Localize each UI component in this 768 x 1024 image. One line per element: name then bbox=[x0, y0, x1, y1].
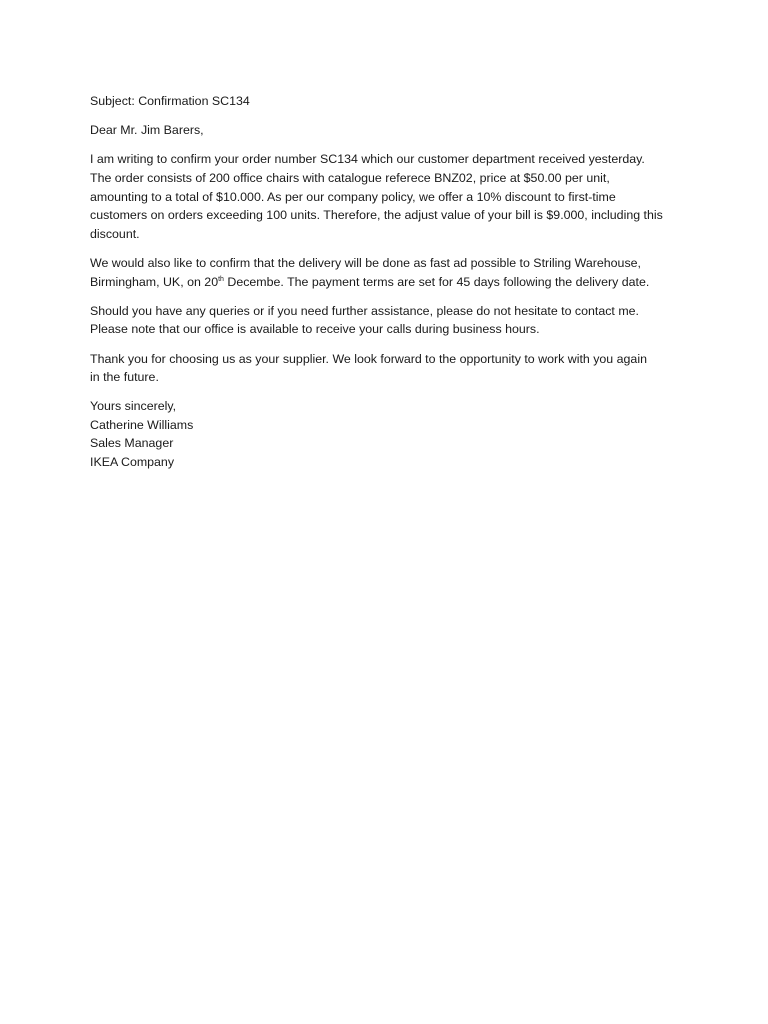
paragraph-line: Should you have any queries or if you need further assistance, please do not hesitate to contact me. bbox=[90, 303, 639, 318]
paragraph-line: customers on orders exceeding 100 units. Therefore, the adjust value of your bill is $9.000, including this bbox=[90, 208, 663, 223]
paragraph-line bbox=[90, 273, 690, 292]
valediction: Yours sincerely, bbox=[90, 399, 177, 414]
delivery-text-before: Birmingham, UK, on 20 bbox=[90, 274, 219, 289]
paragraph-line: discount. bbox=[90, 226, 140, 241]
delivery-text-after: Decembe. The payment terms are set for 45 days following the delivery date. bbox=[223, 274, 650, 289]
paragraph-thanks bbox=[90, 350, 690, 387]
signer-name: Catherine Williams bbox=[90, 417, 194, 432]
salutation bbox=[90, 121, 690, 140]
paragraph-line: Please note that our office is available to receive your calls during business hours. bbox=[90, 322, 540, 337]
paragraph-line: The order consists of 200 office chairs with catalogue referece BNZ02, price at $50.00 per unit, bbox=[90, 170, 610, 185]
paragraph-order-confirmation bbox=[90, 150, 690, 243]
paragraph-line: amounting to a total of $10.000. As per our company policy, we offer a 10% discount to first-time bbox=[90, 189, 616, 204]
paragraph-queries bbox=[90, 302, 690, 339]
subject-line bbox=[90, 92, 690, 111]
signature-block bbox=[90, 397, 690, 471]
paragraph-line: in the future. bbox=[90, 370, 159, 385]
ordinal-suffix: th bbox=[218, 275, 224, 283]
signer-company: IKEA Company bbox=[90, 455, 175, 470]
paragraph-line: Thank you for choosing us as your supplier. We look forward to the opportunity to work with you again bbox=[90, 351, 647, 366]
signer-title: Sales Manager bbox=[90, 436, 174, 451]
letter-document bbox=[90, 92, 690, 482]
subject-text: Subject: Confirmation SC134 bbox=[90, 94, 250, 108]
paragraph-delivery bbox=[90, 254, 690, 291]
paragraph-line: I am writing to confirm your order number SC134 which our customer department received yesterday. bbox=[90, 152, 645, 167]
paragraph-line: We would also like to confirm that the delivery will be done as fast ad possible to Striling Warehouse, bbox=[90, 255, 641, 270]
salutation-text: Dear Mr. Jim Barers, bbox=[90, 123, 204, 138]
